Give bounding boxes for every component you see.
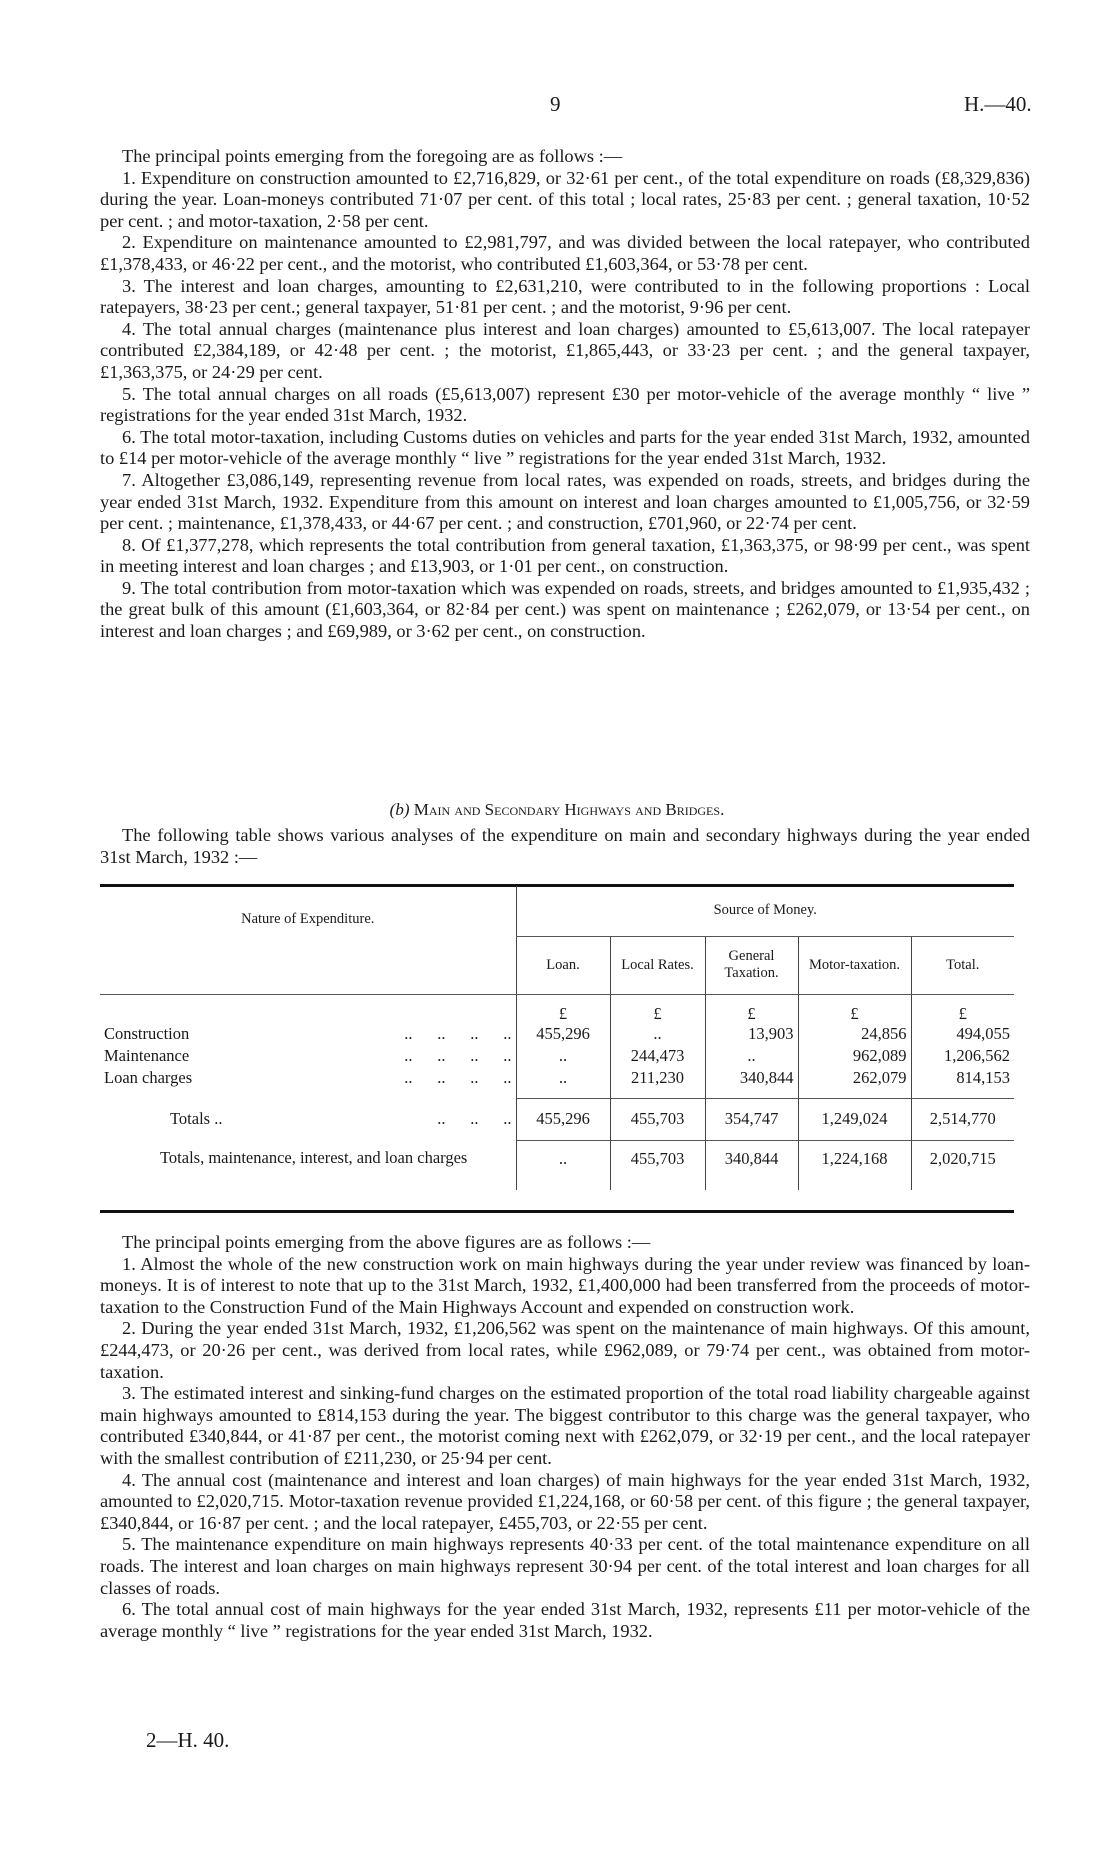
cell: 2,020,715 — [911, 1140, 1014, 1190]
point-a-1: 1. Expenditure on construction amounted to £2,716,829, or 32·61 per cent., of the total expenditure on roads (£8,329,836) during the year. Loan-moneys contributed 71·07 per cent. of this total ; local rates, 25·83 per cent. ; general taxation, 10·52 per cent. ; and motor-taxation, 2·58 per cent. — [100, 167, 1030, 231]
cell: .. — [610, 1024, 705, 1046]
table-intro: The following table shows various analyses of the expenditure on main and secondary highways during the year ended 31st March, 1932 :— — [100, 825, 1030, 867]
row-label: Construction — [104, 1024, 190, 1043]
point-a-4: 4. The total annual charges (maintenance plus interest and loan charges) amounted to £5,613,007. The local ratepayer contributed £2,384,189, or 42·48 per cent. ; the motorist, £1,865,443, or 33·23 per cent. ; and the general taxpayer, £1,363,375, or 24·29 per cent. — [100, 318, 1030, 382]
row-label: Totals .. — [170, 1109, 223, 1128]
leader-dots: .. .. .. — [437, 1109, 512, 1128]
point-a-9: 9. The total contribution from motor-taxation which was expended on roads, streets, and bridges amounted to £1,935,432 ; the great bulk of this amount (£1,603,364, or 82·84 per cent.) was spent on maintenance ; £262,079, or 13·54 per cent., on interest and loan charges ; and £69,989, or 3·62 per cent., on construction. — [100, 577, 1030, 642]
point-c-4: 4. The annual cost (maintenance and interest and loan charges) of main highways for the year ended 31st March, 1932, amounted to £2,020,715. Motor-taxation revenue provided £1,224,168, or 60·58 per cent. of this figure ; the general taxpayer, £340,844, or 16·87 per cent. ; and the local ratepayer, £455,703, or 22·55 per cent. — [100, 1469, 1030, 1533]
cell: 1,224,168 — [798, 1140, 911, 1190]
col-general-taxation: General Taxation. — [705, 936, 798, 994]
cell: .. — [516, 1068, 610, 1098]
row-label: Loan charges — [104, 1068, 193, 1087]
point-c-6: 6. The total annual cost of main highways for the year ended 31st March, 1932, represents £11 per motor-vehicle of the average monthly “ live ” registrations for the year ended 31st March, 1932. — [100, 1599, 1030, 1641]
cell: .. — [705, 1046, 798, 1068]
cell: 340,844 — [705, 1068, 798, 1098]
currency-symbol: £ — [610, 994, 705, 1024]
cell: .. — [516, 1046, 610, 1068]
currency-symbol: £ — [798, 994, 911, 1024]
point-c-2: 2. During the year ended 31st March, 1932, £1,206,562 was spent on the maintenance of main highways. Of this amount, £244,473, or 20·26 per cent., was derived from local rates, while £962,089, or 79·74 per cent., was obtained from motor-taxation. — [100, 1318, 1030, 1382]
cell: 2,514,770 — [911, 1098, 1014, 1140]
section-a-points — [100, 146, 1030, 643]
cell: 1,206,562 — [911, 1046, 1014, 1068]
cell: 455,296 — [516, 1098, 610, 1140]
table-row — [100, 1068, 1014, 1098]
row-label: Totals, maintenance, interest, and loan charges — [160, 1148, 468, 1167]
totals-row — [100, 1098, 1014, 1140]
header-source: Source of Money. — [516, 886, 1014, 936]
point-c-3: 3. The estimated interest and sinking-fund charges on the estimated proportion of the total road liability chargeable against main highways amounted to £814,153 during the year. The biggest contributor to this charge was the general taxpayer, who contributed £340,844, or 41·87 per cent., the motorist coming next with £262,079, or 32·19 per cent., and the local ratepayer with the smallest contribution of £211,230, or 25·94 per cent. — [100, 1383, 1030, 1468]
cell: 13,903 — [705, 1024, 798, 1046]
header-nature: Nature of Expenditure. — [100, 886, 516, 994]
col-local-rates: Local Rates. — [610, 936, 705, 994]
cell: 262,079 — [798, 1068, 911, 1098]
expenditure-table — [100, 886, 1014, 1190]
point-a-8: 8. Of £1,377,278, which represents the total contribution from general taxation, £1,363,375, or 98·99 per cent., was spent in meeting interest and loan charges ; and £13,903, or 1·01 per cent., on construction. — [100, 534, 1030, 577]
section-label: (b) — [389, 800, 410, 819]
cell: 455,703 — [610, 1098, 705, 1140]
cell: 24,856 — [798, 1024, 911, 1046]
leader-dots: .. .. .. .. — [404, 1046, 512, 1065]
table-intro-block — [100, 825, 1030, 868]
currency-symbol: £ — [705, 994, 798, 1024]
section-heading — [0, 800, 1114, 820]
point-a-5: 5. The total annual charges on all roads (£5,613,007) represent £30 per motor-vehicle of the average monthly “ live ” registrations for the year ended 31st March, 1932. — [100, 383, 1030, 426]
cell: .. — [516, 1140, 610, 1190]
point-a-6: 6. The total motor-taxation, including Customs duties on vehicles and parts for the year ended 31st March, 1932, amounted to £14 per motor-vehicle of the average monthly “ live ” registrations for the year ended 31st March, 1932. — [100, 426, 1030, 469]
section-title: Main and Secondary Highways and Bridges. — [413, 800, 725, 819]
cell: 814,153 — [911, 1068, 1014, 1098]
page-number: 9 — [550, 92, 561, 116]
cell: 962,089 — [798, 1046, 911, 1068]
col-motor-taxation: Motor-taxation. — [798, 936, 911, 994]
point-a-7: 7. Altogether £3,086,149, representing revenue from local rates, was expended on roads, streets, and bridges during the year ended 31st March, 1932. Expenditure from this amount on interest and loan charges amounted to £1,005,756, or 32·59 per cent. ; maintenance, £1,378,433, or 44·67 per cent. ; and construction, £701,960, or 22·74 per cent. — [100, 469, 1030, 534]
col-loan: Loan. — [516, 936, 610, 994]
leader-dots: .. .. .. .. — [404, 1024, 512, 1043]
section-c-points — [100, 1232, 1030, 1642]
cell: 1,249,024 — [798, 1098, 911, 1140]
point-c-5: 5. The maintenance expenditure on main highways represents 40·33 per cent. of the total maintenance expenditure on all roads. The interest and loan charges on main highways represent 30·94 per cent. of the total interest and loan charges for all classes of roads. — [100, 1534, 1030, 1598]
document-reference: H.—40. — [964, 92, 1032, 116]
currency-symbol: £ — [911, 994, 1014, 1024]
section-a-intro: The principal points emerging from the foregoing are as follows :— — [122, 146, 623, 166]
leader-dots: .. .. .. .. — [404, 1068, 512, 1087]
cell: 455,703 — [610, 1140, 705, 1190]
cell: 244,473 — [610, 1046, 705, 1068]
table-row — [100, 1046, 1014, 1068]
col-total: Total. — [911, 936, 1014, 994]
point-a-3: 3. The interest and loan charges, amounting to £2,631,210, were contributed to in the following proportions : Local ratepayers, 38·23 per cent.; general taxpayer, 51·81 per cent. ; and the motorist, 9·96 per cent. — [100, 275, 1030, 318]
row-label: Maintenance — [104, 1046, 190, 1065]
table-row — [100, 1024, 1014, 1046]
totals-maintenance-row — [100, 1140, 1014, 1190]
cell: 354,747 — [705, 1098, 798, 1140]
table-bottom-rule — [100, 1210, 1014, 1213]
cell: 455,296 — [516, 1024, 610, 1046]
point-a-2: 2. Expenditure on maintenance amounted to £2,981,797, and was divided between the local ratepayer, who contributed £1,378,433, or 46·22 per cent., and the motorist, who contributed £1,603,364, or 53·78 per cent. — [100, 232, 1030, 274]
cell: 211,230 — [610, 1068, 705, 1098]
point-c-1: 1. Almost the whole of the new construction work on main highways during the year under review was financed by loan-moneys. It is of interest to note that up to the 31st March, 1932, £1,400,000 had been transferred from the proceeds of motor-taxation to the Construction Fund of the Main Highways Account and expended on construction work. — [100, 1253, 1030, 1317]
section-c-intro: The principal points emerging from the above figures are as follows :— — [122, 1232, 651, 1252]
footer-signature: 2—H. 40. — [146, 1728, 230, 1752]
cell: 494,055 — [911, 1024, 1014, 1046]
currency-symbol: £ — [516, 994, 610, 1024]
cell: 340,844 — [705, 1140, 798, 1190]
